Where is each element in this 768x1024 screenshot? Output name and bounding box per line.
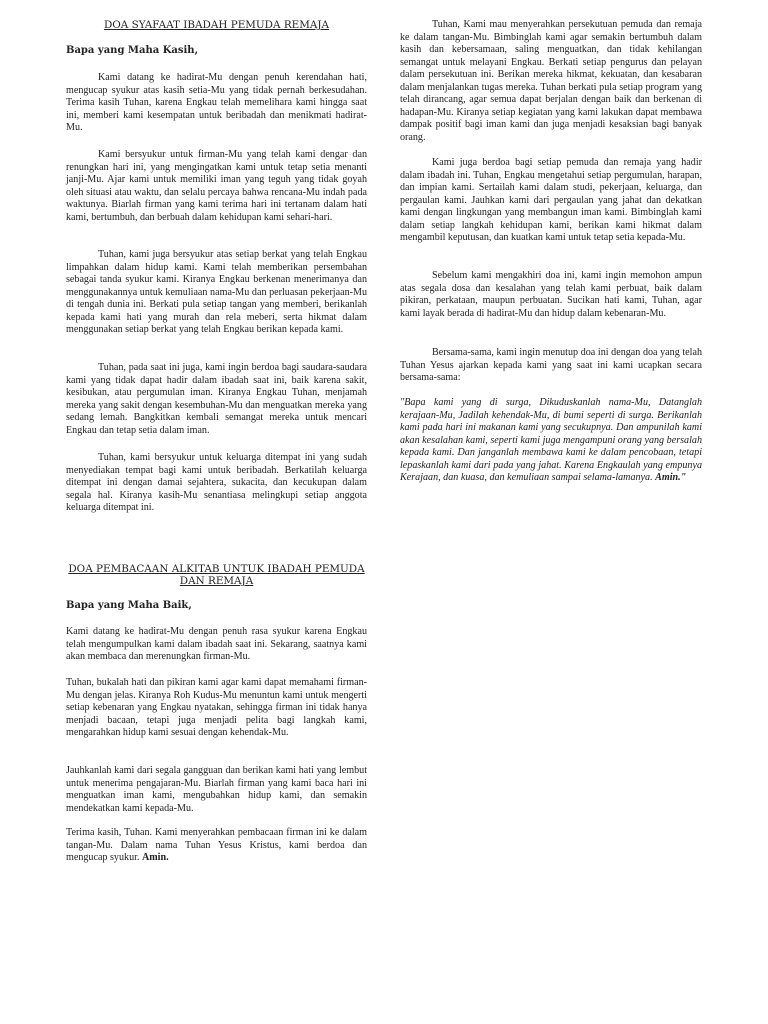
section1-salutation: Bapa yang Maha Kasih,: [66, 45, 199, 56]
section2-salutation: Bapa yang Maha Baik,: [66, 600, 192, 611]
lords-prayer-amen: Amin.": [655, 472, 687, 484]
section1-cont-paragraph: Kami juga berdoa bagi setiap pemuda dan remaja yang hadir dalam ibadah ini. Tuhan, Engkau mengetahui setiap pergumulan, harapan, dan impian kami. Sertailah kami dalam studi, pekerjaan, keluarga, dan pergaulan kami. Jauhkan kami dari pergaulan yang jahat dan dekatkan kami dengan lingkungan yang membangun iman kami. Bimbinglah kami dalam setiap langkah kehidupan kami, berikan kami hikmat dalam mengambil keputusan, dan kuatkan kami untuk tetap setia kepada-Mu.: [400, 157, 702, 244]
section2-paragraph: Tuhan, bukalah hati dan pikiran kami agar kami dapat memahami firman-Mu dengan jelas. Kiranya Roh Kudus-Mu menuntun kami untuk mengerti setiap kebenaran yang Engkau nyatakan, sehingga firman ini tidak hanya menjadi bacaan, tetapi juga menjadi pelita bagi langkah kami, mengarahkan hidup kami sesuai dengan kehendak-Mu.: [66, 677, 367, 739]
lords-prayer-text: "Bapa kami yang di surga, Dikuduskanlah nama-Mu, Datanglah kerajaan-Mu, Jadilah kehendak-Mu, di bumi seperti di surga. Berikanlah kami pada hari ini makanan kami yang secukupnya. Dan ampunilah kami akan kesalahan kami, seperti kami juga mengampuni orang yang bersalah kepada kami. Dan janganlah membawa kami ke dalam pencobaan, tetapi lepaskanlah kami dari pada yang jahat. Karena Engkaulah yang empunya Kerajaan, dan kuasa, dan kemuliaan sampai selama-lamanya.: [400, 397, 702, 484]
closing-amen: Amin.: [141, 852, 169, 864]
section2-paragraph: Kami datang ke hadirat-Mu dengan penuh rasa syukur karena Engkau telah mengumpulkan kami dalam ibadah saat ini. Sekarang, saatnya kami akan membaca dan merenungkan firman-Mu.: [66, 626, 367, 663]
section1-paragraph: Tuhan, pada saat ini juga, kami ingin berdoa bagi saudara-saudara kami yang tidak dapat hadir dalam ibadah saat ini, baik karena sakit, kesibukan, atau pergumulan iman. Kiranya Engkau Tuhan, menjamah mereka yang sakit dengan kesembuhan-Mu dan menguatkan mereka yang sedang lemah. Bangkitkan kembali semangat mereka untuk mencari Engkau dan tetap setia dalam iman.: [66, 362, 367, 436]
section1-cont-paragraph: Tuhan, Kami mau menyerahkan persekutuan pemuda dan remaja ke dalam tangan-Mu. Bimbinglah kami agar semakin bertumbuh dalam kasih dan kebersamaan, saling menguatkan, dan tidak kehilangan semangat untuk melayani Engkau. Berkati setiap pengurus dan pelayan dalam persekutuan ini. Berikan mereka hikmat, kekuatan, dan kesabaran dalam menjalankan tugas mereka. Tuhan berkati pula setiap program yang telah dirancang, agar semua dapat berjalan dengan baik dan berkenan di hadapan-Mu. Kiranya setiap kegiatan yang kami lakukan dapat membawa dampak positif bagi iman kami dan juga menjadi kesaksian bagi banyak orang.: [400, 19, 702, 143]
section1-cont-paragraph: Bersama-sama, kami ingin menutup doa ini dengan doa yang telah Tuhan Yesus ajarkan kepada kami yang saat ini kami ucapkan secara bersama-sama:: [400, 347, 702, 384]
section1-paragraph: Tuhan, kami juga bersyukur atas setiap berkat yang telah Engkau limpahkan dalam hidup kami. Kami telah memberikan persembahan sebagai tanda syukur kami. Kiranya Engkau berkenan menerimanya dan menggunakannya untuk kemuliaan nama-Mu dan perluasan pekerjaan-Mu di tengah dunia ini. Berkati pula setiap tangan yang memberi, berikanlah kepada kami hati yang murah dan rela meberi, serta hikmat dalam menggunakan setiap berkat yang telah Engkau berikan kepada kami.: [66, 249, 367, 336]
section2-paragraph: Jauhkanlah kami dari segala gangguan dan berikan kami hati yang lembut untuk menerima pengajaran-Mu. Biarlah firman yang kami baca hari ini menguatkan iman kami, mengubahkan hidup kami, dan semakin mendekatkan kami kepada-Mu.: [66, 765, 367, 814]
lords-prayer: [400, 397, 702, 485]
section1-cont-paragraph: Sebelum kami mengakhiri doa ini, kami ingin memohon ampun atas segala dosa dan kesalahan yang telah kami perbuat, baik dalam pikiran, perkataan, maupun perbuatan. Sucikan hati kami, Tuhan, agar kami layak berada di hadirat-Mu dan hidup dalam kebenaran-Mu.: [400, 270, 702, 319]
section1-paragraph: Tuhan, kami bersyukur untuk keluarga ditempat ini yang sudah menyediakan tempat bagi kami untuk beribadah. Berkatilah keluarga ditempat ini dengan damai sejahtera, sukacita, dan kecukupan dalam segala hal. Kiranya kasih-Mu senantiasa melingkupi setiap anggota keluarga ditempat ini.: [66, 452, 367, 514]
closing-text: Terima kasih, Tuhan. Kami menyerahkan pembacaan firman ini ke dalam tangan-Mu. Dalam nama Tuhan Yesus Kristus, kami berdoa dan mengucap syukur.: [66, 827, 367, 864]
section1-title: DOA SYAFAAT IBADAH PEMUDA REMAJA: [103, 19, 330, 31]
section2-closing-paragraph: [66, 827, 367, 865]
section1-paragraph: Kami bersyukur untuk firman-Mu yang telah kami dengar dan renungkan hari ini, yang mengingatkan kami untuk tetap setia menanti janji-Mu. Ajar kami untuk memiliki iman yang teguh yang tidak goyah oleh situasi atau waktu, dan selalu percaya bahwa rencana-Mu indah pada waktunya. Biarlah firman yang kami terima hari ini tertanam dalam hati kami, bertumbuh, dan berbuah dalam kehidupan kami sehari-hari.: [66, 149, 367, 223]
section2-title: DOA PEMBACAAN ALKITAB UNTUK IBADAH PEMUDA DAN REMAJA: [68, 563, 365, 588]
section1-paragraph: Kami datang ke hadirat-Mu dengan penuh kerendahan hati, mengucap syukur atas kasih setia-Mu yang tidak pernah berkesudahan. Terima kasih Tuhan, karena Engkau telah memelihara kami hingga saat ini, memberi kami kesempatan untuk beribadah dan menikmati hadirat-Mu.: [66, 72, 367, 134]
